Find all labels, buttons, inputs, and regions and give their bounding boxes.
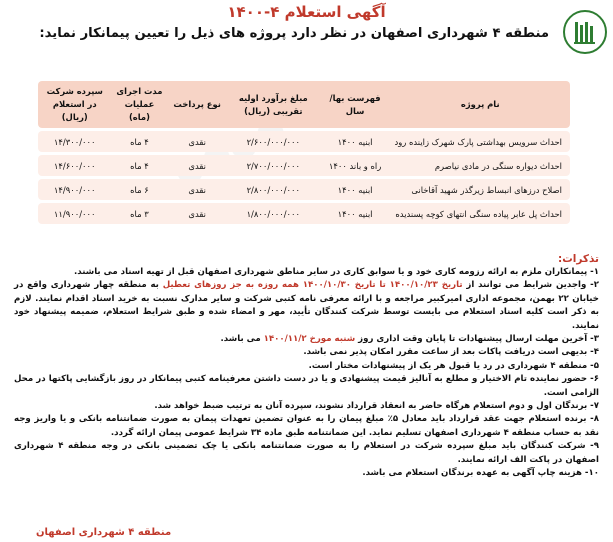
table-cell: ۱/۸۰۰/۰۰۰/۰۰۰ [227, 203, 320, 224]
note-text: ۹- شرکت کنندگان باید مبلغ سپرده شرکت در استعلام را به صورت ضمانتنامه بانکی یا چک تضمینی بانکی در وجه منطقه ۴ شهرداری اصفهان در پاکت الف ارائه نمایند. [14, 441, 599, 465]
note-text: ۵- منطقه ۴ شهرداری در رد یا قبول هر یک از پیشنهادات مختار است. [308, 360, 599, 371]
table-cell: ۲/۶۰۰/۰۰۰/۰۰۰ [227, 131, 320, 152]
table-cell: احداث پل عابر پیاده سنگی انتهای کوچه پسندیده [391, 203, 570, 224]
note-highlight: شنبه مورخ ۱۴۰۰/۱۱/۲ [263, 334, 356, 345]
note-text: به منطقه چهار شهرداری واقع در خیابان ۲۲ بهمن، مجموعه اداری امیرکبیر مراجعه و با ارائه معرفی نامه کتبی شرکت و سایر مدارک نسبت به خرید اسناد اقدام نمایند. لازم به ذکر است کلیه اسناد استعلام می بایست توسط شرکت کنندگان تأیید، مهر و امضاء شده و طبق شرایط استعلام، ضمیمه پیشنهاد خود نمایند. [14, 280, 599, 331]
table-cell: ۴ ماه [112, 155, 168, 176]
column-header: فهرست بها/ سال [320, 81, 391, 128]
table-cell: نقدی [167, 203, 227, 224]
projects-table [38, 78, 570, 227]
notes-list [14, 266, 599, 481]
table-row [38, 179, 570, 200]
column-header: نام پروژه [391, 81, 570, 128]
column-header: مدت اجرای عملیات (ماه) [112, 81, 168, 128]
note-text: ۶- حضور نماینده تام الاختیار و مطلع به آنالیز قیمت پیشنهادی و یا در دست داشتن معرفینامه کتبی پیمانکار در روز بازگشایی پاکتها در محل الزامی است. [14, 374, 599, 398]
table-cell: نقدی [167, 131, 227, 152]
table-cell: ۲/۸۰۰/۰۰۰/۰۰۰ [227, 179, 320, 200]
column-header: مبلغ برآورد اولیه تقریبی (ریال) [227, 81, 320, 128]
note-item [14, 440, 599, 467]
note-highlight: تاریخ ۱۴۰۰/۱۰/۲۳ تا تاریخ ۱۴۰۰/۱۰/۳۰ همه روزه به جز روزهای تعطیل [162, 280, 463, 291]
note-item [14, 467, 599, 480]
note-item [14, 333, 599, 346]
note-text: ۱- پیمانکاران ملزم به ارائه رزومه کاری خود و یا سوابق کاری در سایر مناطق شهرداری اصفهان قبل از تهیه اسناد می باشند. [74, 267, 599, 277]
table-row [38, 131, 570, 152]
table-cell: ۲/۷۰۰/۰۰۰/۰۰۰ [227, 155, 320, 176]
table-cell: ۱۴/۶۰۰/۰۰۰ [38, 155, 112, 176]
table-cell: ۱۴/۹۰۰/۰۰۰ [38, 179, 112, 200]
note-text: ۴- بدیهی است دریافت پاکات بعد از ساعت مقرر امکان پذیر نمی باشد. [303, 347, 599, 358]
table-cell: ۱۴/۳۰۰/۰۰۰ [38, 131, 112, 152]
table-cell: احداث سرویس بهداشتی پارک شهرک زاینده رود [391, 131, 570, 152]
announcement-title: آگهی استعلام ۴-۱۴۰۰ [227, 3, 386, 21]
footer-signature: منطقه ۴ شهرداری اصفهان [36, 527, 172, 538]
table-cell: ابنیه ۱۴۰۰ [320, 131, 391, 152]
column-header: نوع پرداخت [167, 81, 227, 128]
note-item [14, 373, 599, 400]
table-cell: ۱۱/۹۰۰/۰۰۰ [38, 203, 112, 224]
note-text: ۱۰- هزینه چاپ آگهی به عهده برندگان استعلام می باشد. [362, 468, 599, 479]
note-item [14, 360, 599, 373]
table-cell: ۳ ماه [112, 203, 168, 224]
note-text: ۳- آخرین مهلت ارسال پیشنهادات تا پایان وقت اداری روز [355, 334, 599, 345]
note-item [14, 400, 599, 413]
table-cell: ۶ ماه [112, 179, 168, 200]
note-item [14, 279, 599, 333]
note-item [14, 413, 599, 440]
table-cell: راه و باند ۱۴۰۰ [320, 155, 391, 176]
table-cell: اصلاح درزهای انبساط زیرگذر شهید آقاخانی [391, 179, 570, 200]
table-cell: ابنیه ۱۴۰۰ [320, 203, 391, 224]
table-header-row [38, 81, 570, 128]
note-text: ۲- واجدین شرایط می توانند از [462, 280, 599, 291]
table-row [38, 155, 570, 176]
note-text: ۸- برنده استعلام جهت عقد قرارداد باید معادل ۵٪ مبلغ پیمان را به عنوان تضمین تعهدات پیمان به صورت ضمانتنامه بانکی و یا واریز وجه نقد به حساب منطقه ۴ شهرداری اصفهان تسلیم نماید. این ضمانتنامه طبق ماده ۳۴ شرایط عمومی پیمان ارائه گردد. [14, 414, 599, 438]
table-cell: نقدی [167, 155, 227, 176]
note-text: می باشد. [220, 334, 264, 345]
note-item [14, 346, 599, 359]
announcement-subtitle: منطقه ۴ شهرداری اصفهان در نظر دارد پروژه های ذیل را تعیین پیمانکار نماید: [39, 26, 549, 41]
table-cell: ۴ ماه [112, 131, 168, 152]
table-cell: نقدی [167, 179, 227, 200]
table-cell: ابنیه ۱۴۰۰ [320, 179, 391, 200]
note-text: ۷- برندگان اول و دوم استعلام هرگاه حاضر به انعقاد قرارداد نشوند، سپرده آنان به ترتیب ضبط خواهد شد. [154, 401, 599, 412]
column-header: سپرده شرکت در استعلام (ریال) [38, 81, 112, 128]
table-cell: احداث دیواره سنگی در مادی نیاصرم [391, 155, 570, 176]
table-row [38, 203, 570, 224]
notes-title: تذکرات: [558, 253, 599, 265]
note-item [14, 266, 599, 279]
